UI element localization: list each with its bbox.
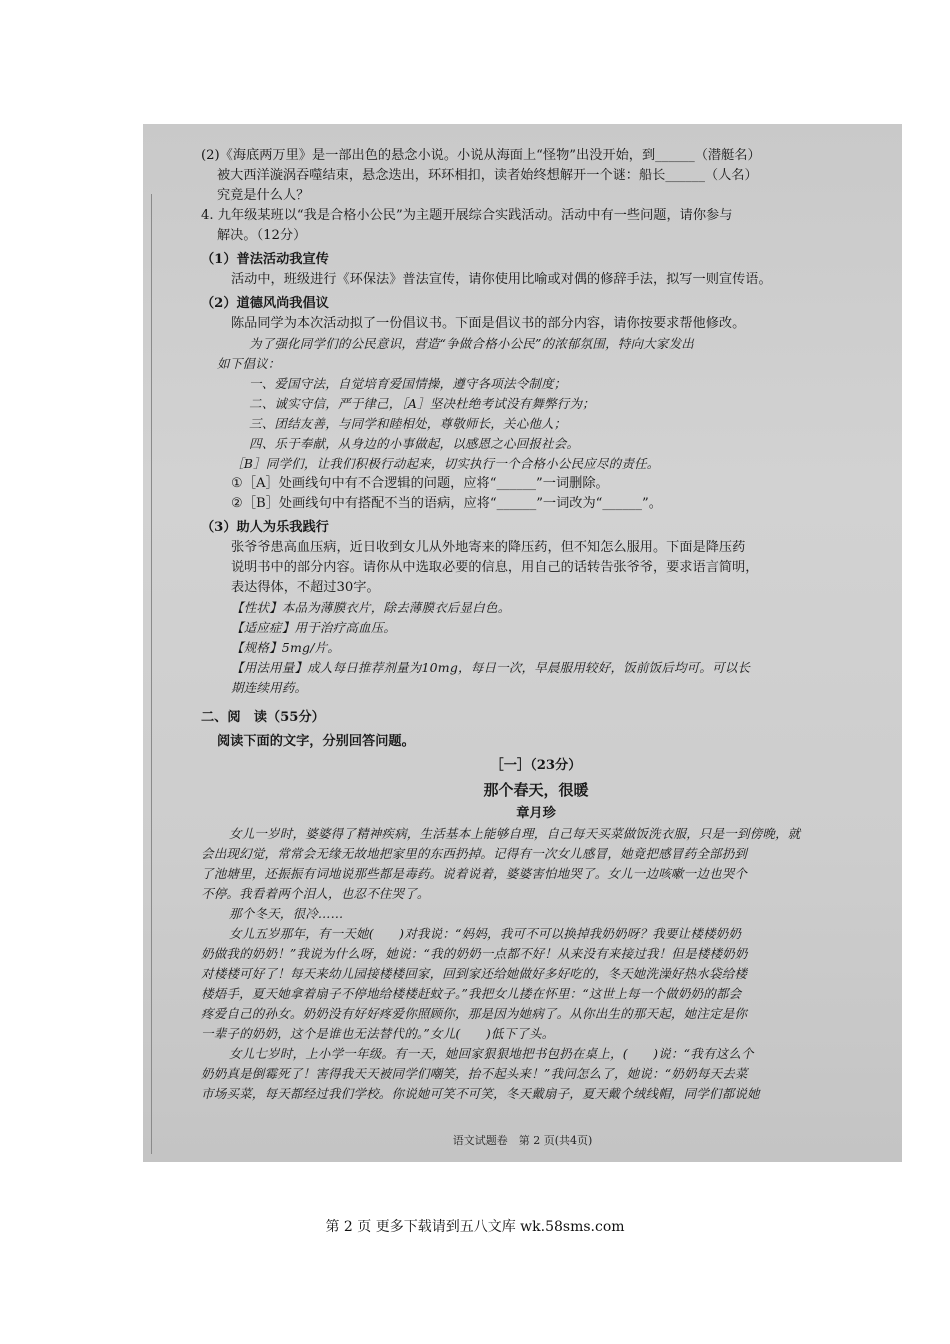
passage-line-2: 会出现幻觉，常常会无缘无故地把家里的东西扔掉。记得有一次女儿感冒，她竟把感冒药全部扔到: [201, 846, 748, 861]
q4-part3-text-2: 说明书中的部分内容。请你从中选取必要的信息，用自己的话转告张爷爷，要求语言简明，: [231, 560, 759, 575]
proposal-item-2: 二、诚实守信，严于律己，［A］坚决杜绝考试没有舞弊行为；: [249, 396, 595, 411]
passage-line-6: 女儿五岁那年，有一天她( )对我说：“妈妈，我可不可以换掉我奶奶呀？我要让楼楼奶奶: [229, 926, 742, 941]
passage-part-label: ［一］（23分）: [490, 758, 582, 773]
q3-2-line-1: (2)《海底两万里》是一部出色的悬念小说。小说从海面上“怪物”出没开始，到______（潜艇名）: [201, 148, 761, 163]
section-reading-instruction: 阅读下面的文字，分别回答问题。: [217, 734, 415, 749]
q4-part1-title: （1）普法活动我宣传: [201, 252, 329, 267]
proposal-item-4: 四、乐于奉献，从身边的小事做起，以感恩之心回报社会。: [249, 436, 580, 451]
q4-heading-cont: 解决。（12分）: [217, 228, 307, 243]
exam-page-photo: [143, 124, 902, 1162]
q3-2-line-2: 被大西洋漩涡吞噬结束，悬念迭出，环环相扣，读者始终想解开一个谜：船长______（人名）: [217, 168, 758, 183]
leaflet-spec: 【规格】5mg/片。: [231, 640, 341, 655]
section-reading-title: 二、阅 读（55分）: [201, 710, 325, 725]
q4-part3-text-3: 表达得体，不超过30字。: [231, 580, 380, 595]
passage-line-14: 市场买菜，每天都经过我们学校。你说她可笑不可笑，冬天戴扇子，夏天戴个绒线帽，同学们都说她: [201, 1086, 760, 1101]
q4-part2-title: （2）道德风尚我倡议: [201, 296, 329, 311]
exam-content: [201, 146, 871, 1104]
passage-author: 章月珍: [516, 806, 556, 821]
proposal-line-b: ［B］同学们，让我们积极行动起来，切实执行一个合格小公民应尽的责任。: [231, 456, 660, 471]
passage-line-1: 女儿一岁时，婆婆得了精神疾病，生活基本上能够自理，自己每天买菜做饭洗衣服，只是一到傍晚，就: [229, 826, 801, 841]
leaflet-property: 【性状】本品为薄膜衣片，除去薄膜衣后显白色。: [231, 600, 511, 615]
leaflet-indication: 【适应症】用于治疗高血压。: [231, 620, 397, 635]
q4-part1-text: 活动中，班级进行《环保法》普法宣传，请你使用比喻或对偶的修辞手法，拟写一则宣传语。: [231, 272, 772, 287]
proposal-item-3: 三、团结友善，与同学和睦相处，尊敬师长，关心他人；: [249, 416, 567, 431]
q4-part3-title: （3）助人为乐我践行: [201, 520, 329, 535]
q4-part3-text-1: 张爷爷患高血压病，近日收到女儿从外地寄来的降压药，但不知怎么服用。下面是降压药: [231, 540, 746, 555]
passage-line-4: 不停。我看着两个泪人，也忍不住哭了。: [201, 886, 430, 901]
passage-line-7: 奶做我的奶奶！”我说为什么呀，她说：“我的奶奶一点都不好！从来没有来接过我！但是楼楼奶奶: [201, 946, 748, 961]
page-footer: 语文试题卷 第 2 页(共4页): [452, 1134, 593, 1147]
passage-title: 那个春天，很暖: [483, 781, 589, 799]
passage-line-9: 楼焐手，夏天她拿着扇子不停地给楼楼赶蚊子。”我把女儿搂在怀里：“这世上每一个做奶奶的都会: [201, 986, 742, 1001]
proposal-item-1: 一、爱国守法，自觉培育爱国情操，遵守各项法令制度；: [249, 376, 567, 391]
download-caption: 第 2 页 更多下载请到五八文库 wk.58sms.com: [325, 1219, 625, 1235]
q4-part2-text: 陈品同学为本次活动拟了一份倡议书。下面是倡议书的部分内容，请你按要求帮他修改。: [231, 316, 746, 331]
passage-line-11: 一辈子的奶奶，这个是谁也无法替代的。”女儿( )低下了头。: [201, 1026, 555, 1041]
passage-line-10: 疼爱自己的孙女。奶奶没有好好疼爱你照顾你，那是因为她病了。从你出生的那天起，她注定是你: [201, 1006, 748, 1021]
leaflet-dosage-2: 期连续用药。: [231, 680, 308, 695]
proposal-line-2: 如下倡议：: [217, 356, 281, 371]
passage-line-5: 那个冬天，很冷……: [229, 906, 344, 921]
q3-2-line-3: 究竟是什么人？: [217, 188, 310, 203]
passage-line-3: 了池塘里，还振振有词地说那些都是毒药。说着说着，婆婆害怕地哭了。女儿一边咳嗽一边也哭个: [201, 866, 748, 881]
binding-margin-line: [151, 194, 152, 1154]
q4-part2-sub1: ①［A］处画线句中有不合逻辑的问题，应将“______”一词删除。: [231, 476, 609, 491]
passage-line-13: 奶奶真是倒霉死了！害得我天天被同学们嘲笑，抬不起头来！”我问怎么了，她说：“奶奶每天去菜: [201, 1066, 748, 1081]
q4-part2-sub2: ②［B］处画线句中有搭配不当的语病，应将“______”一词改为“______”。: [231, 496, 662, 511]
passage-line-12: 女儿七岁时，上小学一年级。有一天，她回家狠狠地把书包扔在桌上，( )说：“我有这么个: [229, 1046, 754, 1061]
leaflet-dosage-1: 【用法用量】成人每日推荐剂量为10mg，每日一次，早晨服用较好，饭前饭后均可。可以长: [231, 660, 751, 675]
q4-heading: 4. 九年级某班以“我是合格小公民”为主题开展综合实践活动。活动中有一些问题，请你参与: [201, 208, 733, 223]
proposal-line-1: 为了强化同学们的公民意识，营造“争做合格小公民”的浓郁氛围，特向大家发出: [249, 336, 694, 351]
passage-line-8: 对楼楼可好了！每天来幼儿园接楼楼回家，回到家还给她做好多好吃的，冬天她洗澡好热水袋给楼: [201, 966, 748, 981]
